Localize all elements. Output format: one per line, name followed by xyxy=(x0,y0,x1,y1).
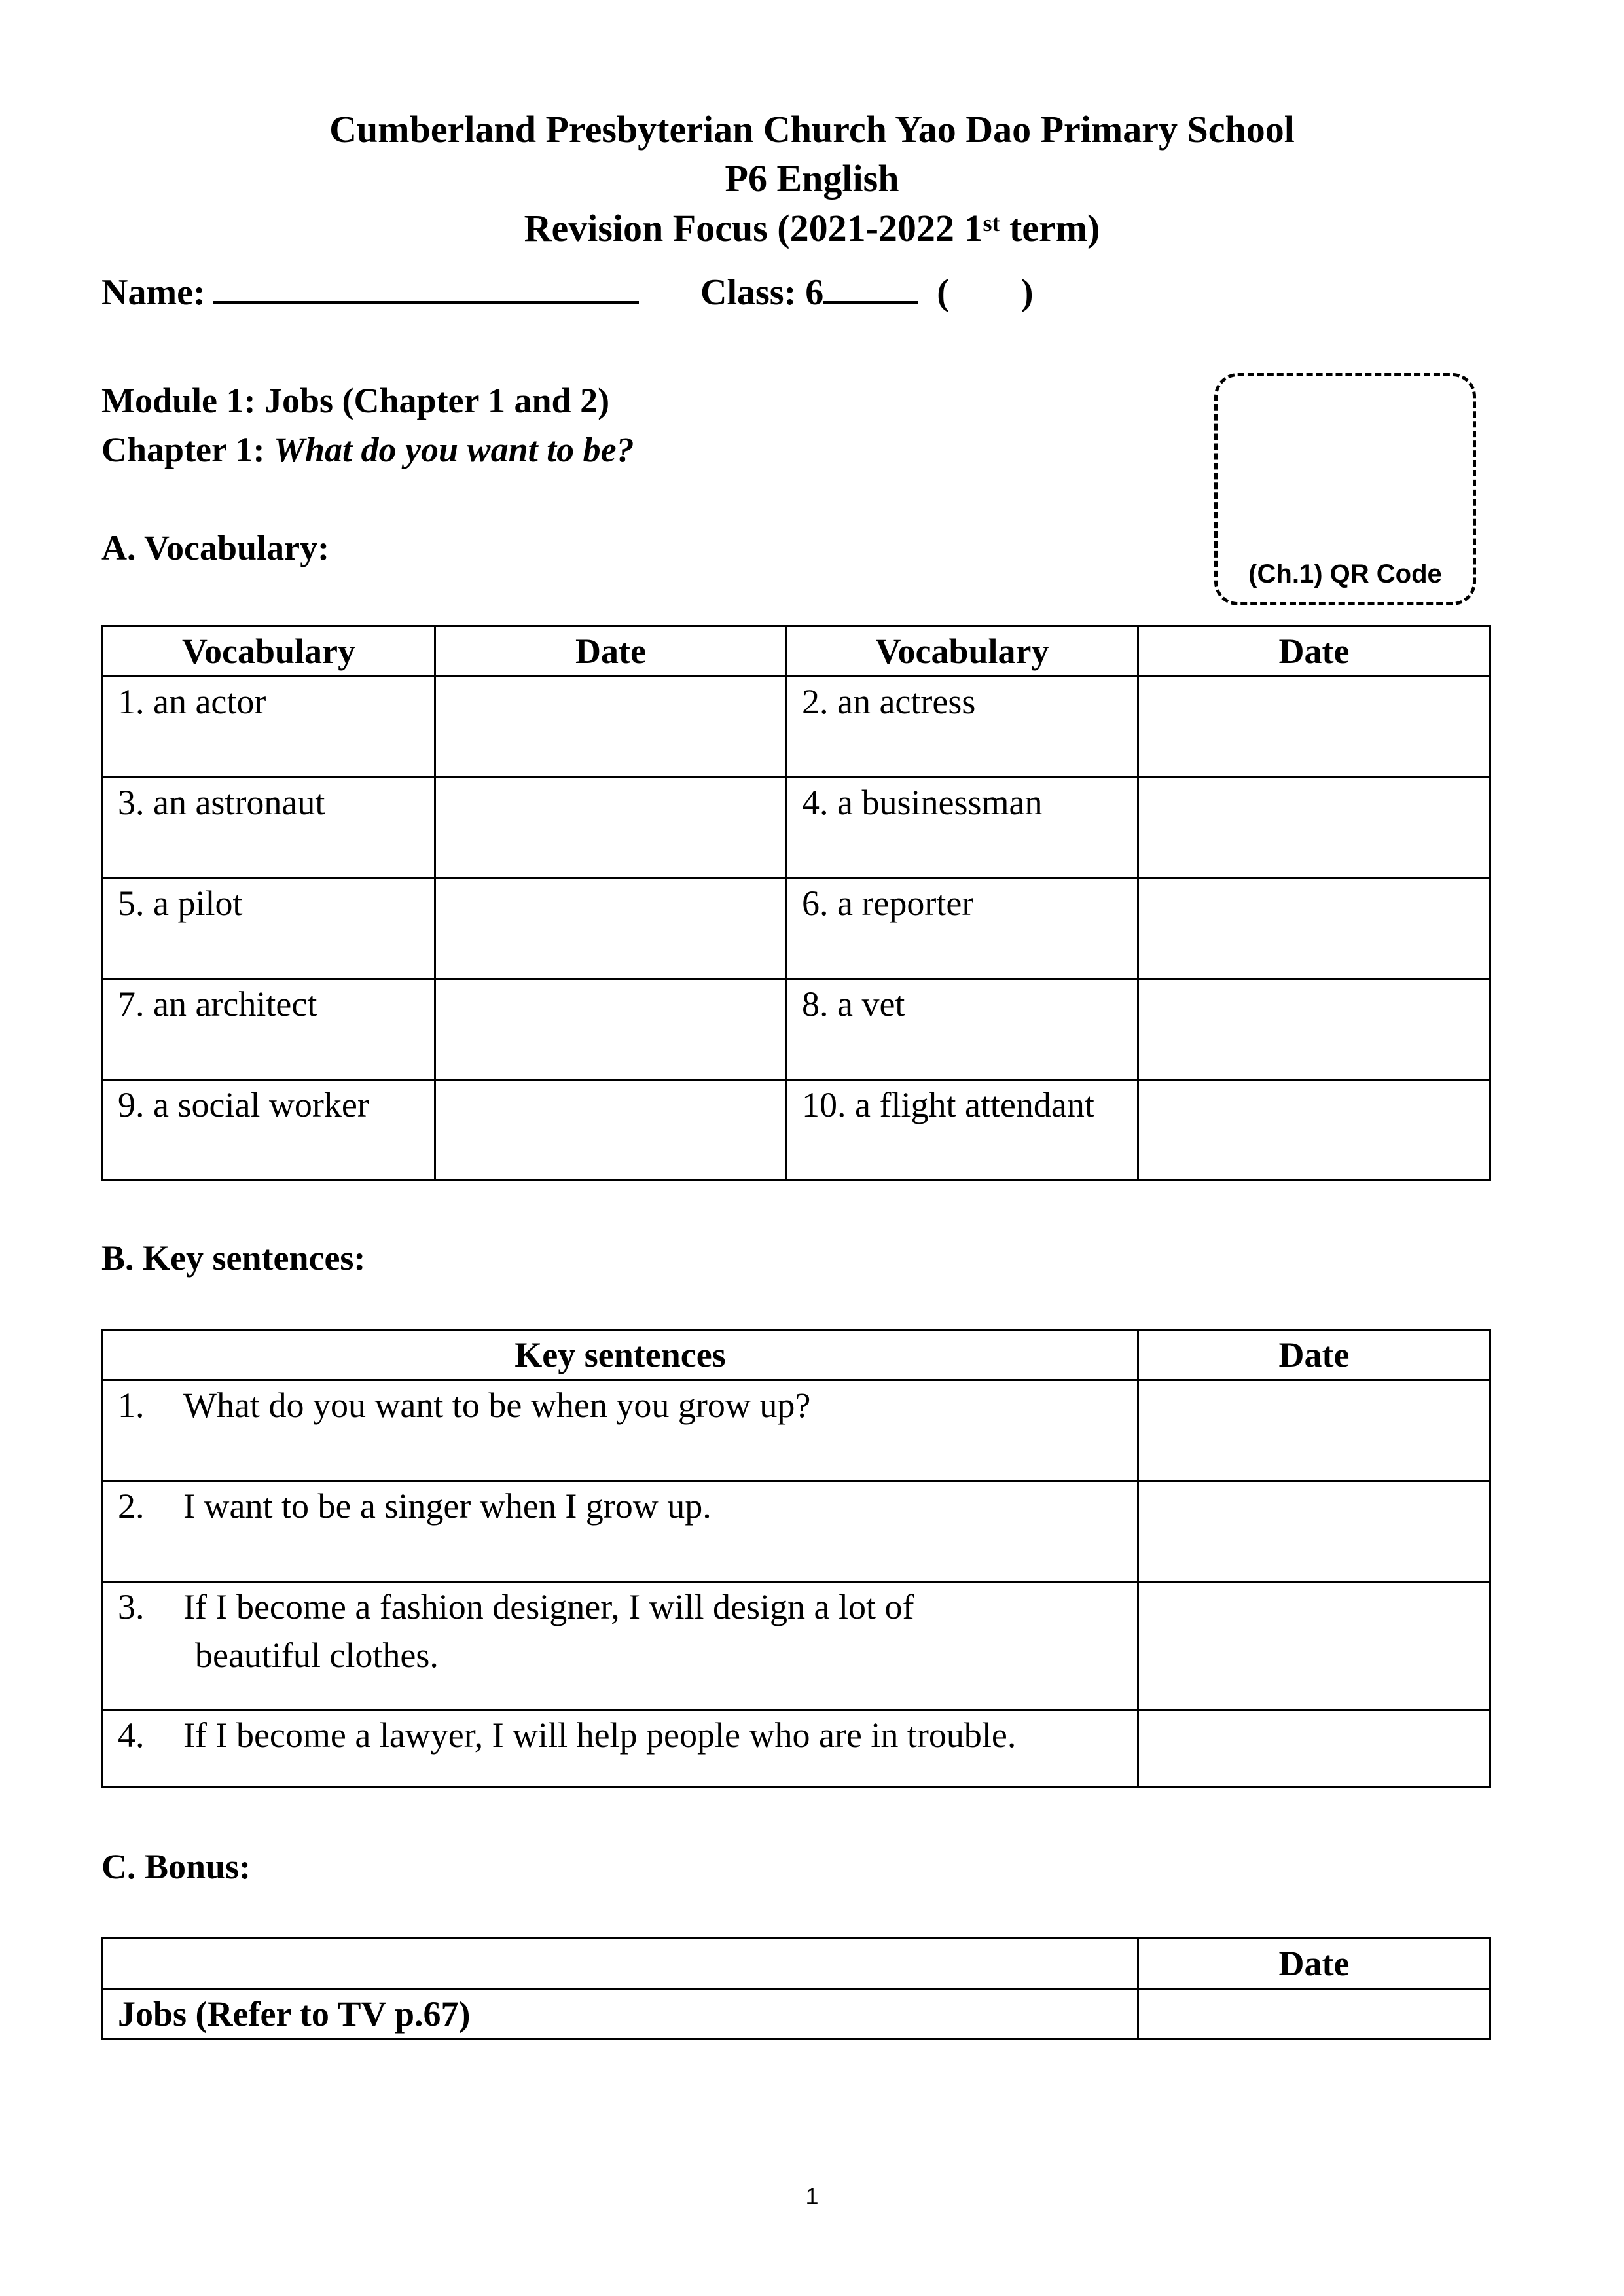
revision-title: Revision Focus (2021-2022 1st term) xyxy=(524,207,1100,249)
class-label: Class: 6 xyxy=(700,272,824,313)
name-line xyxy=(101,263,639,319)
sentence-cell xyxy=(103,1710,1138,1787)
sentence-text: If I become a fashion designer, I will design a lot of xyxy=(183,1587,914,1626)
table-row xyxy=(103,778,1490,878)
table-row xyxy=(103,1380,1490,1481)
date-cell[interactable] xyxy=(1138,1989,1490,2039)
table-row xyxy=(103,1989,1490,2039)
vocab-item: 7. an architect xyxy=(103,979,435,1080)
school-name: Cumberland Presbyterian Church Yao Dao Primary School xyxy=(329,108,1295,151)
section-c-title: C. Bonus: xyxy=(101,1847,251,1886)
table-row xyxy=(103,1582,1490,1710)
table-header-row xyxy=(103,1939,1490,1989)
table-row xyxy=(103,1710,1490,1787)
date-cell[interactable] xyxy=(435,1080,787,1181)
sentence-number: 3. xyxy=(118,1587,145,1626)
date-cell[interactable] xyxy=(1138,677,1490,778)
vocab-item: 6. a reporter xyxy=(787,878,1138,979)
key-sentences-table xyxy=(101,1329,1491,1788)
table-row xyxy=(103,1481,1490,1582)
subject-title: P6 English xyxy=(725,157,899,200)
class-number-close: ) xyxy=(1020,272,1034,313)
vocab-item: 4. a businessman xyxy=(787,778,1138,878)
class-field[interactable] xyxy=(823,263,918,304)
date-cell[interactable] xyxy=(1138,778,1490,878)
vocab-header: Vocabulary xyxy=(787,626,1138,677)
table-header-row xyxy=(103,1330,1490,1380)
sentence-cell xyxy=(103,1380,1138,1481)
date-cell[interactable] xyxy=(1138,878,1490,979)
bonus-table xyxy=(101,1937,1491,2040)
page-number: 1 xyxy=(805,2183,819,2210)
name-field[interactable] xyxy=(213,263,639,304)
date-cell[interactable] xyxy=(1138,1710,1490,1787)
date-cell[interactable] xyxy=(1138,979,1490,1080)
vocab-item: 5. a pilot xyxy=(103,878,435,979)
class-line xyxy=(700,263,1034,319)
table-row xyxy=(103,1080,1490,1181)
table-row xyxy=(103,677,1490,778)
date-cell[interactable] xyxy=(435,979,787,1080)
sentence-text: If I become a lawyer, I will help people who are in trouble. xyxy=(183,1715,1017,1755)
vocab-item: 9. a social worker xyxy=(103,1080,435,1181)
vocab-header: Vocabulary xyxy=(103,626,435,677)
bonus-header-blank xyxy=(103,1939,1138,1989)
key-sentences-header: Key sentences xyxy=(103,1330,1138,1380)
sentence-text: What do you want to be when you grow up? xyxy=(183,1386,811,1425)
module-title: Module 1: Jobs (Chapter 1 and 2) xyxy=(101,381,610,420)
date-header: Date xyxy=(435,626,787,677)
date-cell[interactable] xyxy=(1138,1582,1490,1710)
date-cell[interactable] xyxy=(435,778,787,878)
date-cell[interactable] xyxy=(1138,1380,1490,1481)
qr-code-label: (Ch.1) QR Code xyxy=(1248,560,1442,588)
date-header: Date xyxy=(1138,626,1490,677)
date-cell[interactable] xyxy=(435,677,787,778)
chapter-title: Chapter 1: What do you want to be? xyxy=(101,430,634,469)
date-header: Date xyxy=(1138,1330,1490,1380)
qr-code-placeholder xyxy=(1214,373,1476,605)
table-header-row xyxy=(103,626,1490,677)
section-a-title: A. Vocabulary: xyxy=(101,528,330,567)
vocab-item: 8. a vet xyxy=(787,979,1138,1080)
sentence-cell xyxy=(103,1582,1138,1710)
sentence-text-continued: beautiful clothes. xyxy=(195,1636,439,1675)
bonus-item: Jobs (Refer to TV p.67) xyxy=(103,1989,1138,2039)
vocab-item: 10. a flight attendant xyxy=(787,1080,1138,1181)
name-label: Name: xyxy=(101,272,206,313)
table-row xyxy=(103,979,1490,1080)
vocab-item: 2. an actress xyxy=(787,677,1138,778)
sentence-number: 1. xyxy=(118,1386,145,1425)
date-header: Date xyxy=(1138,1939,1490,1989)
section-b-title: B. Key sentences: xyxy=(101,1238,366,1278)
sentence-cell xyxy=(103,1481,1138,1582)
sentence-number: 2. xyxy=(118,1486,145,1526)
date-cell[interactable] xyxy=(435,878,787,979)
vocab-item: 1. an actor xyxy=(103,677,435,778)
sentence-text: I want to be a singer when I grow up. xyxy=(183,1486,712,1526)
date-cell[interactable] xyxy=(1138,1481,1490,1582)
vocabulary-table xyxy=(101,625,1491,1181)
table-row xyxy=(103,878,1490,979)
sentence-number: 4. xyxy=(118,1715,145,1755)
date-cell[interactable] xyxy=(1138,1080,1490,1181)
vocab-item: 3. an astronaut xyxy=(103,778,435,878)
class-number-open: ( xyxy=(937,272,949,313)
